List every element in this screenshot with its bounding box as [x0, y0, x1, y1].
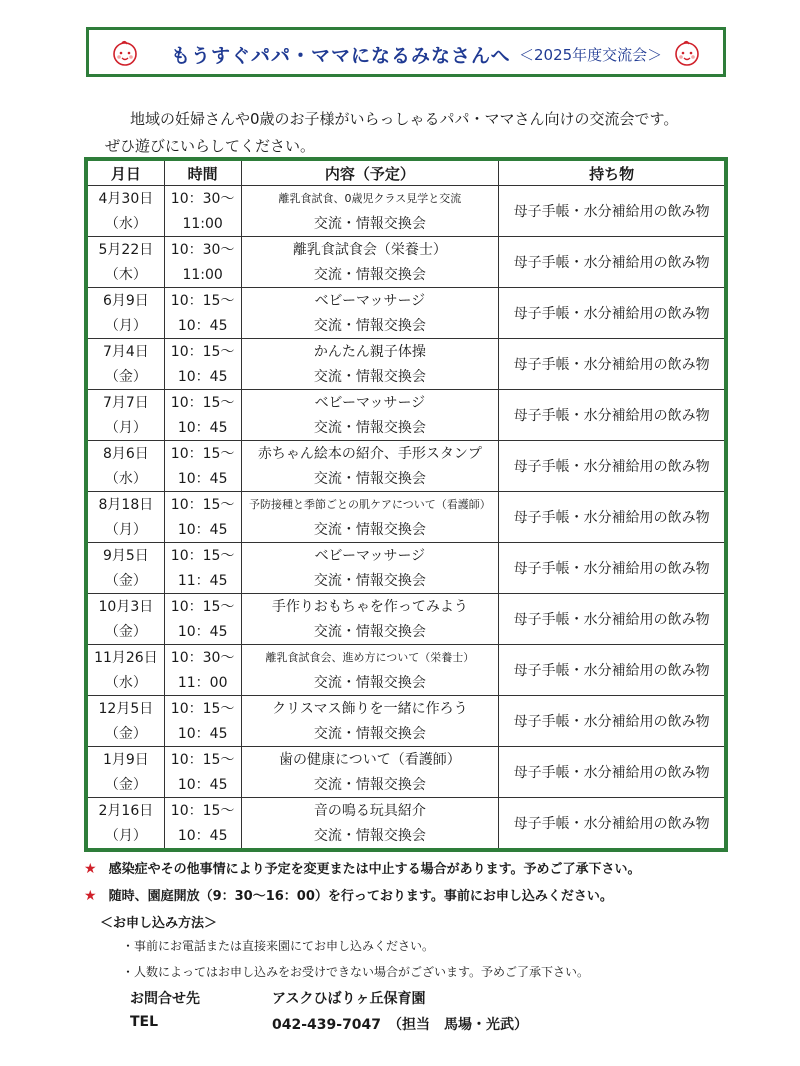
cell-content: [241, 390, 499, 441]
cell-date: [86, 390, 164, 441]
date-text: 8月6日: [102, 445, 149, 462]
content-main: 赤ちゃん絵本の紹介、手形スタンプ: [257, 445, 482, 462]
date-text: 11月26日: [94, 649, 158, 666]
table-row: [86, 798, 726, 851]
time-end: 10：45: [177, 725, 228, 742]
table-row: [86, 543, 726, 594]
cell-content: [241, 798, 499, 851]
cell-content: [241, 237, 499, 288]
day-text: （木）: [104, 266, 147, 283]
content-exchange: 交流・情報交換会: [313, 776, 426, 793]
cell-items: 母子手帳・水分補給用の飲み物: [499, 594, 726, 645]
content-exchange: 交流・情報交換会: [313, 623, 426, 640]
cell-time: [164, 798, 241, 851]
day-text: （金）: [104, 776, 147, 793]
content-main: ベビーマッサージ: [314, 394, 426, 411]
time-start: 10：15〜: [170, 394, 235, 411]
header-items: 持ち物: [499, 159, 726, 186]
day-text: （水）: [104, 674, 147, 691]
cell-date: [86, 441, 164, 492]
day-text: （金）: [104, 623, 147, 640]
date-text: 1月9日: [102, 751, 149, 768]
table-row: [86, 288, 726, 339]
cell-content: [241, 543, 499, 594]
cell-date: [86, 288, 164, 339]
cell-items: 母子手帳・水分補給用の飲み物: [499, 747, 726, 798]
content-exchange: 交流・情報交換会: [313, 725, 426, 742]
date-text: 2月16日: [98, 802, 154, 819]
cell-items: 母子手帳・水分補給用の飲み物: [499, 390, 726, 441]
table-header-row: [86, 159, 726, 186]
cell-content: [241, 288, 499, 339]
table-row: [86, 237, 726, 288]
page-title: もうすぐパパ・ママになるみなさんへ: [171, 45, 511, 67]
content-main: かんたん親子体操: [313, 343, 426, 360]
cell-date: [86, 747, 164, 798]
header-time: 時間: [164, 159, 241, 186]
content-main: 歯の健康について（看護師）: [279, 751, 461, 768]
note-2-text: 随時、園庭開放（9：30〜16：00）を行っております。事前にお申し込みください。: [108, 889, 613, 904]
time-end: 10：45: [177, 470, 228, 487]
time-end: 11:00: [182, 215, 223, 232]
cell-time: [164, 390, 241, 441]
table-row: [86, 696, 726, 747]
table-row: [86, 390, 726, 441]
date-text: 4月30日: [98, 190, 154, 207]
time-end: 10：45: [177, 827, 228, 844]
time-start: 10：15〜: [170, 547, 235, 564]
table-row: [86, 594, 726, 645]
table-row: [86, 186, 726, 237]
cell-items: 母子手帳・水分補給用の飲み物: [499, 339, 726, 390]
content-exchange: 交流・情報交換会: [313, 827, 426, 844]
time-end: 10：45: [177, 521, 228, 538]
content-exchange: 交流・情報交換会: [313, 368, 426, 385]
date-text: 12月5日: [98, 700, 154, 717]
time-end: 11：45: [177, 572, 228, 589]
time-end: 10：45: [177, 368, 228, 385]
time-start: 10：15〜: [170, 445, 235, 462]
time-end: 10：45: [177, 776, 228, 793]
day-text: （金）: [104, 725, 147, 742]
star-icon: ★: [84, 861, 97, 877]
cell-content: [241, 594, 499, 645]
title-box: [86, 27, 726, 77]
cell-date: [86, 594, 164, 645]
content-main: 音の鳴る玩具紹介: [313, 802, 426, 819]
cell-time: [164, 492, 241, 543]
cell-date: [86, 237, 164, 288]
header-date: 月日: [86, 159, 164, 186]
cell-time: [164, 237, 241, 288]
day-text: （月）: [104, 419, 147, 436]
star-icon: ★: [84, 888, 97, 904]
cell-items: 母子手帳・水分補給用の飲み物: [499, 492, 726, 543]
cell-time: [164, 594, 241, 645]
cell-content: [241, 186, 499, 237]
page-subtitle: ＜2025年度交流会＞: [519, 46, 663, 64]
cell-items: 母子手帳・水分補給用の飲み物: [499, 441, 726, 492]
cell-content: [241, 747, 499, 798]
cell-date: [86, 798, 164, 851]
cell-items: 母子手帳・水分補給用の飲み物: [499, 543, 726, 594]
schedule-table: [84, 157, 728, 852]
cell-items: 母子手帳・水分補給用の飲み物: [499, 798, 726, 851]
time-start: 10：30〜: [170, 649, 235, 666]
content-exchange: 交流・情報交換会: [313, 674, 426, 691]
tel-label: TEL: [130, 1014, 159, 1030]
cell-date: [86, 339, 164, 390]
note-1-text: 感染症やその他事情により予定を変更または中止する場合があります。予めご了承下さい。: [108, 862, 641, 877]
cell-time: [164, 288, 241, 339]
tel-value: 042-439-7047 （担当 馬場・光武）: [272, 1017, 529, 1033]
cell-items: 母子手帳・水分補給用の飲み物: [499, 237, 726, 288]
time-end: 10：45: [177, 623, 228, 640]
time-end: 10：45: [177, 419, 228, 436]
cell-time: [164, 339, 241, 390]
cell-date: [86, 543, 164, 594]
content-main: クリスマス飾りを一緒に作ろう: [272, 700, 468, 717]
apply-line-2: ・人数によってはお申し込みをお受けできない場合がございます。予めご了承下さい。: [122, 965, 590, 979]
content-exchange: 交流・情報交換会: [313, 419, 426, 436]
apply-line-1: ・事前にお電話または直接来園にてお申し込みください。: [122, 939, 435, 953]
apply-heading: ＜お申し込み方法＞: [100, 916, 218, 931]
date-text: 6月9日: [102, 292, 149, 309]
content-main: 離乳食試食会、進め方について（栄養士）: [265, 650, 475, 664]
cell-time: [164, 543, 241, 594]
time-start: 10：15〜: [170, 292, 235, 309]
content-exchange: 交流・情報交換会: [313, 470, 426, 487]
date-text: 8月18日: [98, 496, 154, 513]
cell-items: 母子手帳・水分補給用の飲み物: [499, 288, 726, 339]
content-main: 離乳食試食、0歳児クラス見学と交流: [278, 191, 462, 205]
cell-time: [164, 441, 241, 492]
note-1: [84, 858, 641, 877]
table-row: [86, 645, 726, 696]
time-start: 10：30〜: [170, 241, 235, 258]
cell-items: 母子手帳・水分補給用の飲み物: [499, 186, 726, 237]
content-main: ベビーマッサージ: [314, 547, 426, 564]
table-row: [86, 441, 726, 492]
time-start: 10：15〜: [170, 343, 235, 360]
date-text: 5月22日: [98, 241, 154, 258]
day-text: （月）: [104, 827, 147, 844]
baby-face-icon: [111, 39, 139, 67]
date-text: 9月5日: [102, 547, 149, 564]
contact-name: アスクひばりヶ丘保育園: [272, 991, 426, 1007]
cell-content: [241, 492, 499, 543]
day-text: （水）: [104, 215, 147, 232]
baby-face-icon: [673, 39, 701, 67]
day-text: （金）: [104, 572, 147, 589]
day-text: （金）: [104, 368, 147, 385]
content-exchange: 交流・情報交換会: [313, 572, 426, 589]
time-start: 10：15〜: [170, 802, 235, 819]
content-main: 離乳食試食会（栄養士）: [292, 241, 447, 258]
time-end: 11:00: [182, 266, 223, 283]
content-main: ベビーマッサージ: [314, 292, 426, 309]
time-end: 11：00: [177, 674, 228, 691]
content-main: 手作りおもちゃを作ってみよう: [271, 598, 468, 615]
time-start: 10：15〜: [170, 700, 235, 717]
table-row: [86, 339, 726, 390]
cell-time: [164, 747, 241, 798]
date-text: 7月7日: [102, 394, 149, 411]
cell-date: [86, 645, 164, 696]
cell-content: [241, 339, 499, 390]
time-start: 10：15〜: [170, 598, 235, 615]
content-exchange: 交流・情報交換会: [313, 317, 426, 334]
cell-time: [164, 186, 241, 237]
date-text: 7月4日: [102, 343, 149, 360]
table-row: [86, 492, 726, 543]
content-exchange: 交流・情報交換会: [313, 215, 426, 232]
header-content: 内容（予定）: [241, 159, 499, 186]
note-2: [84, 885, 613, 904]
content-main: 予防接種と季節ごとの肌ケアについて（看護師）: [248, 497, 491, 511]
time-start: 10：15〜: [170, 496, 235, 513]
content-exchange: 交流・情報交換会: [313, 266, 426, 283]
time-start: 10：15〜: [170, 751, 235, 768]
cell-time: [164, 645, 241, 696]
time-end: 10：45: [177, 317, 228, 334]
content-exchange: 交流・情報交換会: [313, 521, 426, 538]
date-text: 10月3日: [98, 598, 154, 615]
intro-line-1: 地域の妊婦さんや0歳のお子様がいらっしゃるパパ・ママさん向けの交流会です。: [130, 110, 679, 128]
time-start: 10：30〜: [170, 190, 235, 207]
day-text: （月）: [104, 521, 147, 538]
day-text: （水）: [104, 470, 147, 487]
cell-items: 母子手帳・水分補給用の飲み物: [499, 696, 726, 747]
intro-line-2: ぜひ遊びにいらしてください。: [105, 137, 316, 155]
cell-items: 母子手帳・水分補給用の飲み物: [499, 645, 726, 696]
cell-date: [86, 186, 164, 237]
cell-date: [86, 492, 164, 543]
table-row: [86, 747, 726, 798]
cell-content: [241, 645, 499, 696]
contact-label: お問合せ先: [130, 991, 200, 1007]
cell-content: [241, 441, 499, 492]
day-text: （月）: [104, 317, 147, 334]
cell-date: [86, 696, 164, 747]
cell-time: [164, 696, 241, 747]
cell-content: [241, 696, 499, 747]
